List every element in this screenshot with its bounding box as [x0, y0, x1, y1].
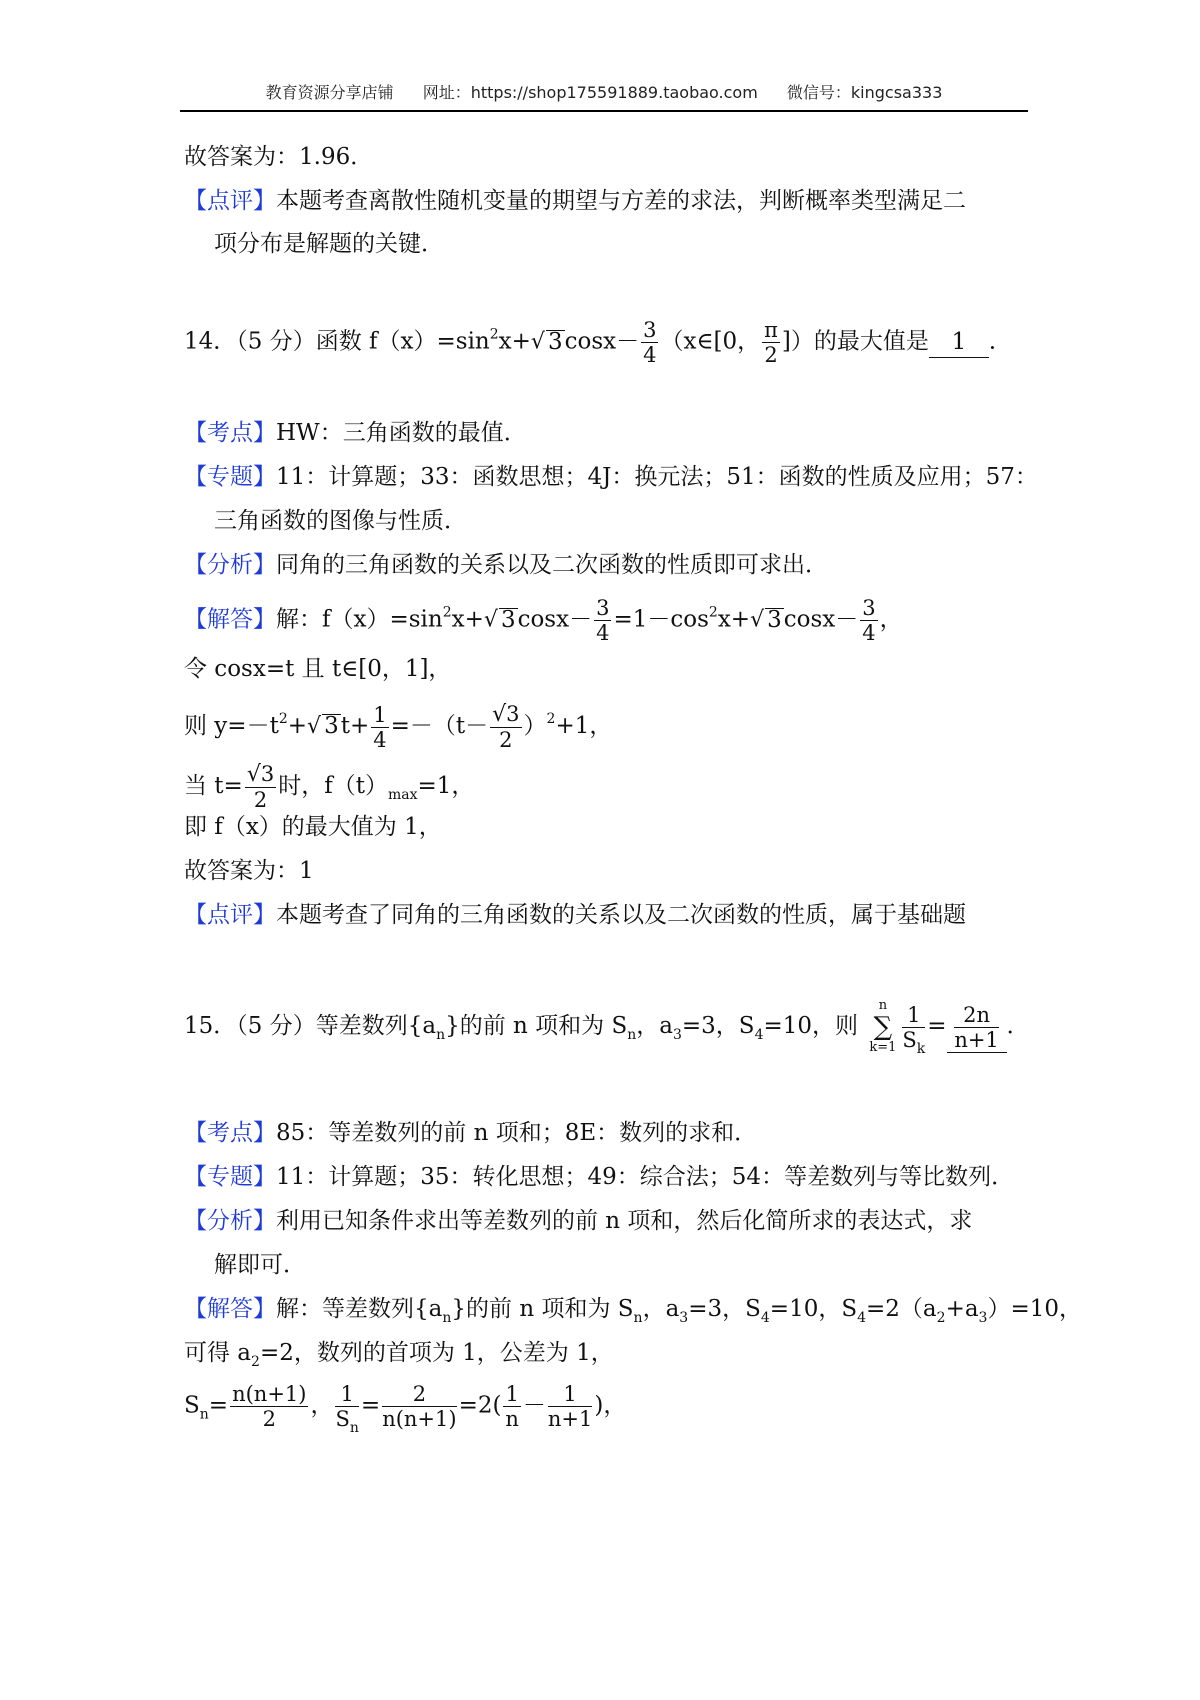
answer-blank-2: $\frac{2n}{n+1}$: [947, 1003, 1007, 1053]
page-header: [180, 80, 1028, 103]
header-rule: [180, 110, 1028, 112]
zhuanti-text: 11：计算题；33：函数思想；4J：换元法；51：函数的性质及应用；57：: [276, 464, 1038, 490]
sum-symbol: n ∑ k=1: [869, 998, 897, 1055]
fraction: $\frac{2}{n(n+1)}$: [382, 1382, 457, 1431]
fraction: $\frac{1}{n+1}$: [547, 1382, 593, 1431]
answer-line: 故答案为：1.96．: [184, 144, 374, 170]
fenxi-line: [184, 550, 828, 580]
jieda-line: 【解答】解：$f(x)=\sin^2x+√$ 3cosx－ $\frac{3}{4}$ $=1-\cos^2x+√$ 3cosx－ $\frac{3}{4}$ ，: [184, 596, 903, 645]
zhuanti-tag-2: 【专题】: [184, 1164, 276, 1190]
kaodian-tag-2: 【考点】: [184, 1120, 276, 1146]
derive-text: 可得 a: [184, 1340, 252, 1366]
fraction: $\frac{\pi}{2}$: [764, 318, 778, 367]
kaodian-tag: 【考点】: [184, 420, 276, 446]
zhuanti-line: [184, 462, 1038, 492]
fenxi-text: 同角的三角函数的关系以及二次函数的性质即可求出．: [276, 552, 828, 578]
review-line-3: [184, 900, 966, 930]
fraction: $\frac{1}{n}$: [505, 1382, 519, 1431]
kaodian-text: HW：三角函数的最值．: [276, 420, 527, 446]
kaodian-line: [184, 418, 527, 448]
jieda-tag: 【解答】: [184, 606, 276, 633]
sum-formula-line: $S_n=$ $\frac{n(n+1)}{2}$ ， $\frac{1}{S_n}$ = $\frac{2}{n(n+1)}$ =2( $\frac{1}{n}$ － $\frac{1}{n+1}$ )，: [184, 1382, 627, 1436]
substitution-line: 令 cosx=t 且 t∈[0，1]，: [184, 656, 452, 682]
review-line-2: 项分布是解题的关键．: [214, 231, 444, 257]
review-tag: 【点评】: [184, 188, 276, 214]
zhuanti-line-3: [184, 1162, 1014, 1192]
review-text: 本题考查离散性随机变量的期望与方差的求法，判断概率类型满足二: [276, 188, 966, 214]
review-text-2: 本题考查了同角的三角函数的关系以及二次函数的性质，属于基础题: [276, 902, 966, 928]
fraction: $\frac{3}{4}$: [643, 318, 657, 367]
fenxi-tag-2: 【分析】: [184, 1208, 276, 1234]
max-line: 当 t= $\frac{√3}{2}$ 时，$f(t)_{max}=1$，: [184, 762, 475, 812]
header-website: 网址：https://shop175591889.taobao.com: [422, 83, 758, 102]
fraction: $\frac{1}{4}$: [373, 702, 387, 752]
question-15: 15．（5 分）等差数列$\{a_n\}$的前 n 项和为 $S_n$，$a_3=3$，$S_4=10$，则 n ∑ k=1 $\frac{1}{S_k}$ = $\frac{2n}{n+1}$ ．: [184, 998, 1030, 1057]
kaodian-line-2: [184, 1118, 757, 1148]
fenxi-text-2: 利用已知条件求出等差数列的前 n 项和，然后化简所求的表达式，求: [276, 1208, 973, 1234]
jieda-tag-2: 【解答】: [184, 1296, 276, 1322]
zhuanti-line-2: 三角函数的图像与性质．: [214, 508, 467, 534]
answer-blank: 1: [929, 327, 989, 358]
review-line: [184, 186, 966, 216]
equation-line: 则 $y=-t^2+√$ 3t+ $\frac{1}{4}$ =－（t－ $\frac{√3}{2}$ ）$^2$+1，: [184, 702, 613, 752]
derive-text-2: =2，数列的首项为 1，公差为 1，: [259, 1340, 614, 1366]
header-wechat: 微信号：kingcsa333: [786, 83, 943, 102]
q14-prefix: 14．（5 分）函数 f（x）=sin: [184, 328, 490, 355]
fraction: $\frac{√3}{2}$: [492, 702, 520, 752]
q15-prefix: 15．（5 分）等差数列{a: [184, 1013, 437, 1039]
kaodian-text-2: 85：等差数列的前 n 项和；8E：数列的求和．: [276, 1120, 758, 1146]
fraction: $\frac{1}{S_n}$: [335, 1382, 359, 1436]
zhuanti-text-2: 11：计算题；35：转化思想；49：综合法；54：等差数列与等比数列．: [276, 1164, 1015, 1190]
question-14: 14．（5 分）函数 $f(x)=\sin^2x+√$ 3cosx－ $\frac{3}{4}$ （x∈[0， $\frac{\pi}{2}$ ]）的最大值是 1 ．: [184, 318, 1012, 367]
fraction: $\frac{3}{4}$: [596, 596, 610, 645]
zhuanti-tag: 【专题】: [184, 464, 276, 490]
answer-line-2: 故答案为：1: [184, 858, 314, 884]
fraction: $\frac{3}{4}$: [862, 596, 876, 645]
fenxi-line-2: [184, 1206, 972, 1236]
fraction: $\frac{1}{S_k}$: [902, 1002, 926, 1057]
conclusion-line: 即 f（x）的最大值为 1，: [184, 814, 442, 840]
fraction: $\frac{n(n+1)}{2}$: [232, 1382, 307, 1431]
review-tag-2: 【点评】: [184, 902, 276, 928]
derive-line: 可得 $a_2=2$，数列的首项为 1，公差为 1，: [184, 1340, 614, 1370]
fenxi-line-3: 解即可．: [214, 1252, 306, 1278]
fenxi-tag: 【分析】: [184, 552, 276, 578]
header-shop: 教育资源分享店铺: [265, 83, 394, 102]
fraction: $\frac{√3}{2}$: [246, 762, 275, 812]
jieda-line-2: 【解答】解：等差数列$\{a_n\}$的前 n 项和为 $S_n$，$a_3=3$，$S_4=10$，$S_4=2(a_2+a_3)=10$，: [184, 1296, 1083, 1326]
